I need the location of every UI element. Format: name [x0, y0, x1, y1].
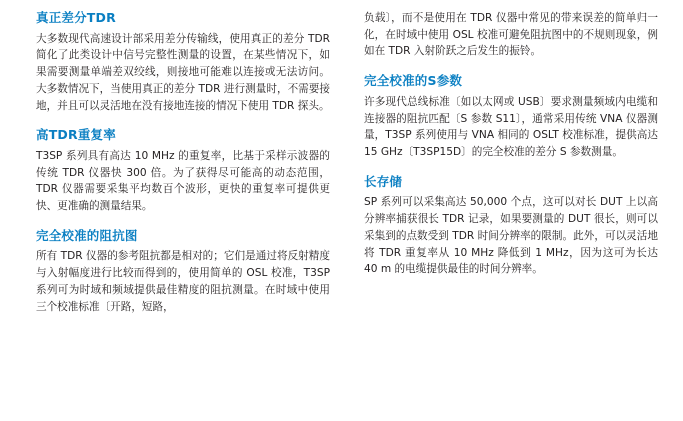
left-column — [36, 10, 330, 315]
section-long-memory — [364, 174, 658, 278]
section-fully-calibrated-impedance-profile — [36, 228, 330, 316]
section-heading: 完全校准的S参数 — [364, 73, 463, 89]
section-heading: 高TDR重复率 — [36, 127, 116, 143]
section-paragraph: SP 系列可以采集高达 50,000 个点，这可以对长 DUT 上以高分辨率捕获很长 TDR 记录，如果要测量的 DUT 很长，则可以采集到的点数受到 TDR 时间分辨率的限制。此外，可以灵活地将 TDR 重复率从 10 MHz 降低到 1 MHz，因为这可为长达 40 m 的电缆提供最佳的时间分辨率。 — [364, 196, 658, 276]
section-paragraph: 大多数现代高速设计部采用差分传输线，使用真正的差分 TDR 简化了此类设计中信号完整性测量的设置，在某些情况下，如果需要测量单端差双绞线，则接地可能难以连接或无法访问。大多数情况下，当使用真正的差分 TDR 进行测量时，不需要接地，并且可以灵活地在没有接地连接的情况下使用 TDR 探头。 — [36, 32, 330, 112]
section-paragraph: 负载〕，而不是使用在 TDR 仪器中常见的带来误差的简单归一化，在时域中使用 OSL 校准可避免阻抗图中的不规则现象，例如在 TDR 入射阶跃之后发生的振铃。 — [364, 12, 658, 58]
section-true-differential-tdr — [36, 10, 330, 114]
section-fully-calibrated-s-parameters — [364, 73, 658, 161]
two-column-layout — [36, 10, 665, 315]
section-heading: 完全校准的阻抗图 — [36, 227, 138, 243]
section-heading: 长存储 — [364, 173, 403, 189]
section-paragraph: 许多现代总线标准〔如以太网或 USB〕要求测量频域内电缆和连接器的阻抗匹配〔S 参数 S11〕，通常采用传统 VNA 仪器测量，T3SP 系列使用与 VNA 相同的 OSLT 校准标准，提供高达 15 GHz〔T3SP15D〕的完全校准的差分 S 参数测量。 — [364, 95, 658, 159]
section-continuation — [364, 10, 658, 60]
section-paragraph: 所有 TDR 仪器的参考阻抗都是相对的；它们是通过将反射精度与入射幅度进行比较而得到的，使用简单的 OSL 校准，T3SP 系列可为时域和频域提供最佳精度的阻抗测量。在时域中使用三个校准标准〔开路，短路， — [36, 250, 330, 313]
section-heading: 真正差分TDR — [36, 10, 116, 25]
section-paragraph: T3SP 系列具有高达 10 MHz 的重复率，比基于采样示波器的传统 TDR 仪器快 300 倍。为了获得尽可能高的动态范围，TDR 仪器需要采集平均数百个波形，更快的重复率可提供更快、更准确的测量结果。 — [36, 149, 330, 213]
section-high-tdr-repetition-rate — [36, 127, 330, 215]
right-column — [364, 10, 658, 278]
